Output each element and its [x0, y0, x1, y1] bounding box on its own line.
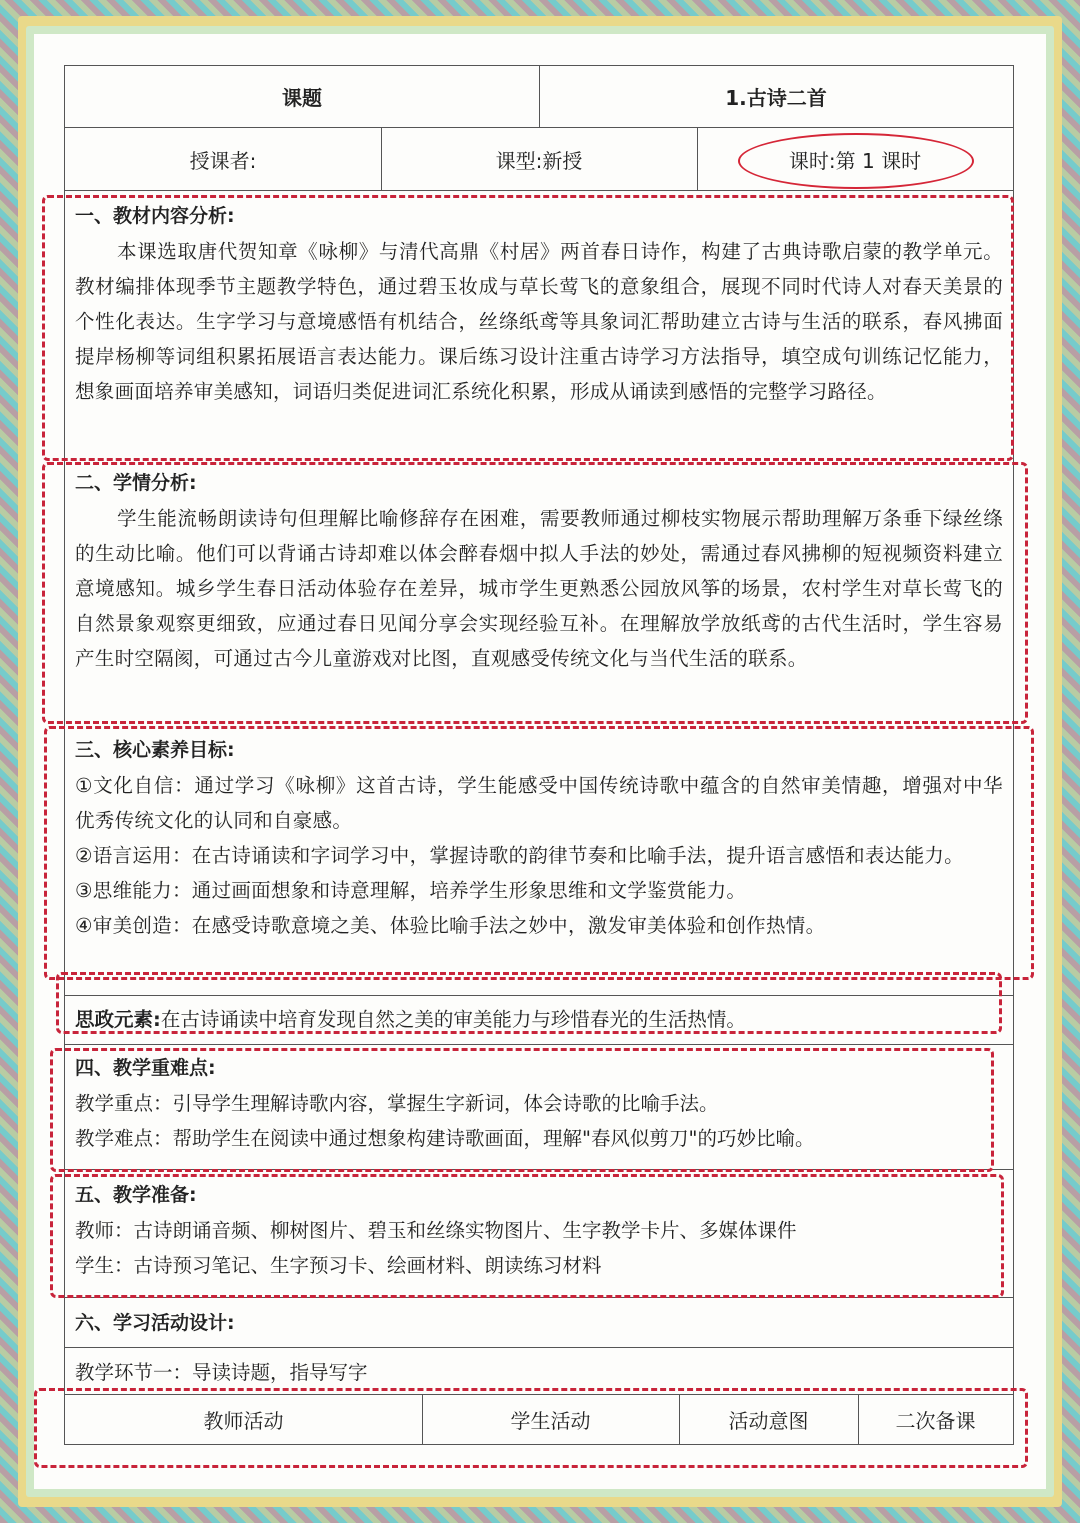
annotation-box-ideology: [56, 972, 1002, 1034]
column-second-prep: 二次备课: [895, 1409, 976, 1433]
annotation-box-textbook: [42, 195, 1014, 461]
annotation-box-goals: [44, 726, 1034, 980]
topic-value: 1.古诗二首: [725, 86, 827, 110]
annotation-box-difficulty: [50, 1048, 994, 1172]
ideology-label: 思政元素:: [75, 1008, 161, 1031]
annotation-box-preparation: [50, 1174, 1004, 1298]
student-prep: 学生：古诗预习笔记、生字预习卡、绘画材料、朗读练习材料: [75, 1254, 602, 1277]
goal-item: ②语言运用：在古诗诵读和字词学习中，掌握诗歌的韵律节奏和比喻手法，提升语言感悟和表达能力。: [75, 844, 964, 867]
goal-item: ④审美创造：在感受诗歌意境之美、体验比喻手法之妙中，激发审美体验和创作热情。: [75, 914, 826, 937]
lesson-type: 课型:新授: [495, 148, 583, 173]
ideology-text: 在古诗诵读中培育发现自然之美的审美能力与珍惜春光的生活热情。: [160, 1008, 746, 1031]
teaching-step-1: 教学环节一：导读诗题，指导写字: [75, 1361, 368, 1384]
section-body: 学生能流畅朗读诗句但理解比喻修辞存在困难，需要教师通过柳枝实物展示帮助理解万条垂下绿丝绦的生动比喻。他们可以背诵古诗却难以体会醉春烟中拟人手法的妙处，需通过春风拂柳的短视频资料建立意境感知。城乡学生春日活动体验存在差异，城市学生更熟悉公园放风筝的场景，农村学生对草长莺飞的自然景象观察更细致，应通过春日见闻分享会实现经验互补。在理解放学放纸鸢的古代生活时，学生容易产生时空隔阂，可通过古今儿童游戏对比图，直观感受传统文化与当代生活的联系。: [75, 507, 1003, 670]
lesson-period: 课时:第 1 课时: [788, 148, 922, 173]
topic-row: [65, 66, 1013, 128]
section-title: 二、学情分析:: [75, 472, 197, 494]
topic-label: 课题: [282, 86, 322, 110]
activity-design-section: [65, 1306, 1013, 1341]
goal-item: ③思维能力：通过画面想象和诗意理解，培养学生形象思维和文学鉴赏能力。: [75, 879, 747, 902]
annotation-box-activity-table: [34, 1388, 1028, 1468]
section-body: 本课选取唐代贺知章《咏柳》与清代高鼎《村居》两首春日诗作，构建了古典诗歌启蒙的教学单元。教材编排体现季节主题教学特色，通过碧玉妆成与草长莺飞的意象组合，展现不同时代诗人对春天美景的个性化表达。生字学习与意境感悟有机结合，丝绦纸鸢等具象词汇帮助建立古诗与生活的联系，春风拂面提岸杨柳等词组积累拓展语言表达能力。课后练习设计注重古诗学习方法指导，填空成句训练记忆能力，想象画面培养审美感知，词语归类促进词汇系统化积累，形成从诵读到感悟的完整学习路径。: [75, 240, 1003, 403]
section-title: 四、教学重难点:: [75, 1057, 216, 1079]
teacher-prep: 教师：古诗朗诵音频、柳树图片、碧玉和丝绦实物图片、生字教学卡片、多媒体课件: [75, 1219, 797, 1242]
column-activity-intent: 活动意图: [728, 1409, 809, 1433]
section-title: 三、核心素养目标:: [75, 739, 235, 761]
period-highlight-oval: [738, 133, 974, 189]
column-student-activity: 学生活动: [510, 1409, 591, 1433]
column-teacher-activity: 教师活动: [203, 1409, 284, 1433]
annotation-box-students: [42, 462, 1028, 724]
section-title: 五、教学准备:: [75, 1184, 197, 1206]
teacher-label: 授课者:: [189, 148, 257, 173]
key-point: 教学重点：引导学生理解诗歌内容，掌握生字新词，体会诗歌的比喻手法。: [75, 1092, 719, 1115]
goal-item: ①文化自信：通过学习《咏柳》这首古诗，学生能感受中国传统诗歌中蕴含的自然审美情趣，增强对中华优秀传统文化的认同和自豪感。: [75, 774, 1003, 832]
section-title: 六、学习活动设计:: [75, 1312, 235, 1334]
difficulty-point: 教学难点：帮助学生在阅读中通过想象构建诗歌画面，理解"春风似剪刀"的巧妙比喻。: [75, 1127, 815, 1150]
section-title: 一、教材内容分析:: [75, 205, 235, 227]
